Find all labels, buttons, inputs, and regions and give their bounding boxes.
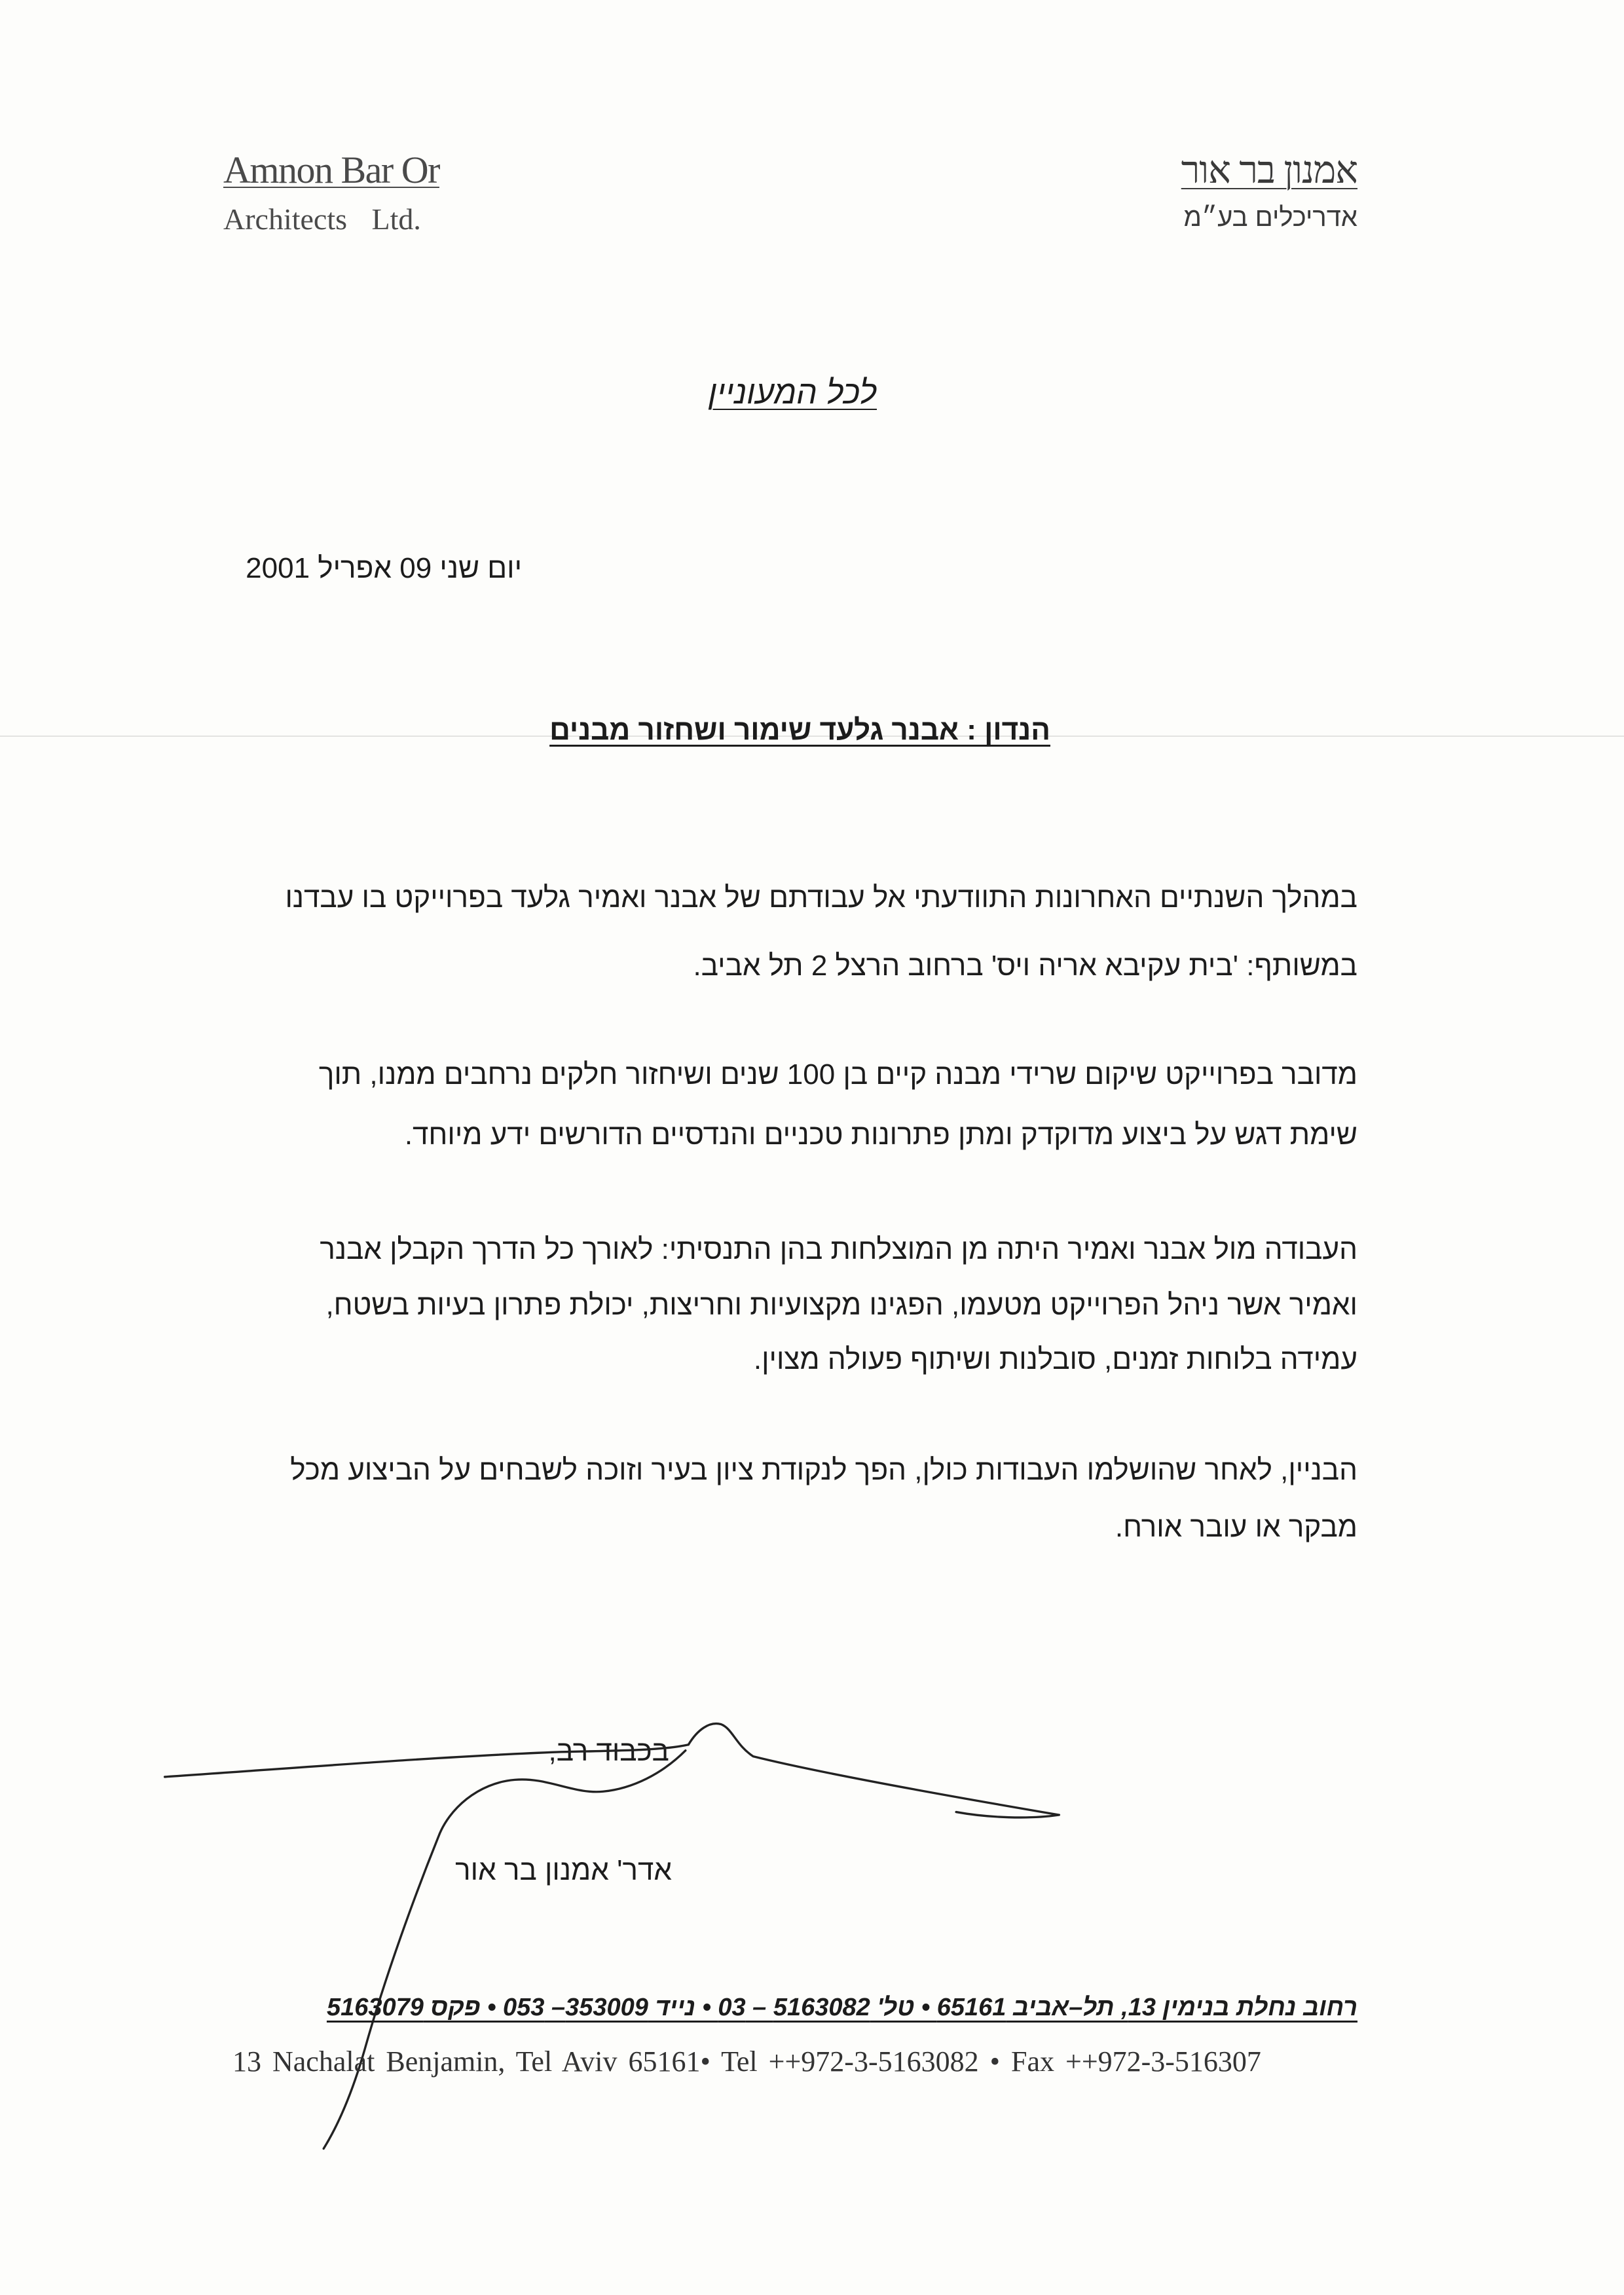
footer-address-hebrew: רחוב נחלת בנימין 13, תל–אביב 65161 • טל' 5163082 – 03 • נייד 353009– 053 • פקס 5163079 <box>326 1994 1357 2021</box>
body-line: הבניין, לאחר שהושלמו העבודות כולן, הפך לנקודת ציון בעיר וזוכה לשבחים על הביצוע מכל <box>290 1454 1357 1486</box>
letterhead-he-name: אמנון בר אור <box>1181 149 1357 191</box>
body-line: ואמיר אשר ניהל הפרוייקט מטעמו, הפגינו מקצועיות וחריצות, יכולת פתרון בעיות בשטח, <box>325 1289 1357 1321</box>
body-line: עמידה בלוחות זמנים, סובלנות ושיתוף פעולה מצוין. <box>753 1343 1357 1375</box>
body-line: במהלך השנתיים האחרונות התוודעתי אל עבודתם של אבנר ואמיר גלעד בפרוייקט בו עבדנו <box>285 882 1357 914</box>
signer-name: אדר' אמנון בר אור <box>455 1854 672 1886</box>
body-line: במשותף: 'בית עקיבא אריה ויס' ברחוב הרצל 2 תל אביב. <box>693 950 1357 982</box>
body-line: מבקר או עובר אורח. <box>1115 1511 1357 1543</box>
letterhead-en-subtitle: Architects Ltd. <box>223 202 421 236</box>
body-line: העבודה מול אבנר ואמיר היתה מן המוצלחות בהן התנסיתי: לאורך כל הדרך הקבלן אבנר <box>320 1233 1357 1265</box>
closing-salutation: בכבוד רב, <box>548 1735 669 1767</box>
letterhead-he-subtitle: אדריכלים בע״מ <box>1183 203 1357 232</box>
signature-stroke <box>688 1724 1059 1818</box>
footer-address-english: 13 Nachalat Benjamin, Tel Aviv 65161• Tel ++972-3-5163082 • Fax ++972-3-516307 <box>232 2045 1261 2078</box>
body-line: מדובר בפרוייקט שיקום שרידי מבנה קיים בן 100 שנים ושיחזור חלקים נרחבים ממנו, תוך <box>318 1058 1357 1091</box>
addressee: לכל המעוניין <box>708 374 877 411</box>
letterhead-en-name: Amnon Bar Or <box>223 149 439 191</box>
letter-subject: הנדון : אבנר גלעד שימור ושחזור מבנים <box>549 714 1050 746</box>
signature-stroke <box>323 1751 686 2149</box>
body-line: שימת דגש על ביצוע מדוקדק ומתן פתרונות טכניים והנדסיים הדורשים ידע מיוחד. <box>404 1119 1357 1151</box>
letter-date: יום שני 09 אפריל 2001 <box>246 552 522 584</box>
